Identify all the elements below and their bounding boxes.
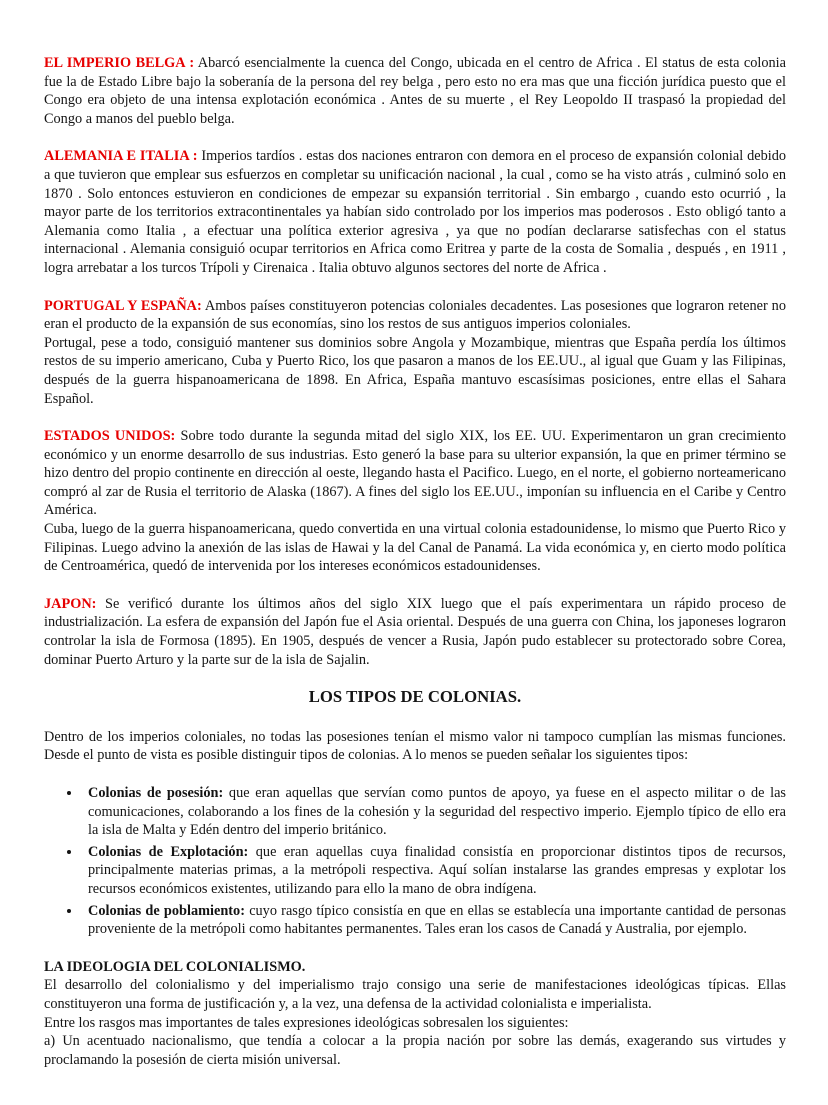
ideology-heading: LA IDEOLOGIA DEL COLONIALISMO. xyxy=(44,958,306,975)
section-portugal-espana xyxy=(44,297,786,334)
ideology-paragraph-3: a) Un acentuado nacionalismo, que tendía a colocar a la propia nación por sobre las demás, exagerando sus virtudes y proclamando la posesión de cierta misión universal. xyxy=(44,1033,786,1068)
list-item-colonias-explotacion xyxy=(82,843,786,899)
section-imperio-belga xyxy=(44,54,786,128)
bullet-lead-poblamiento: Colonias de poblamiento: xyxy=(88,902,245,919)
section-portugal-espana-continuation: Portugal, pese a todo, consiguió mantener sus dominios sobre Angola y Mozambique, mientras que España perdía los últimos restos de su imperio americano, Cuba y Puerto Rico, los que pasaron a manos de los EE.UU., al igual que Guam y las Filipinas, después de la guerra hispanoamericana de 1898. En Africa, España mantuvo escasísimas posiciones, entre ellas el Sahara Español. xyxy=(44,334,786,407)
bullet-text-posesion: que eran aquellas que servían como puntos de apoyo, ya fuese en el aspecto militar o de las comunicaciones, colaborando a los fines de la cohesión y la seguridad del respectivo imperio. Ejemplo típico de ello era la isla de Malta y Edén dentro del imperio británico. xyxy=(88,785,786,839)
bullet-text-explotacion: que eran aquellas cuya finalidad consistía en proporcionar distintos tipos de recursos, principalmente materias primas, a la metrópoli respectiva. Aquí solían instalarse las grandes empresas y explotar los recursos económicos existentes, utilizando para ello la mano de obra indígena. xyxy=(88,843,787,897)
section-alemania-italia xyxy=(44,147,786,277)
section-heading-portugal-espana: PORTUGAL Y ESPAÑA: xyxy=(44,297,202,314)
section-estados-unidos xyxy=(44,427,786,520)
types-intro-paragraph: Dentro de los imperios coloniales, no todas las posesiones tenían el mismo valor ni tampoco cumplían las mismas funciones. Desde el punto de vista es posible distinguir tipos de colonias. A lo menos se pueden señalar los siguientes tipos: xyxy=(44,728,786,764)
section-body-alemania-italia: Imperios tardíos . estas dos naciones entraron con demora en el proceso de expansión colonial debido a que tuvieron que emplear sus esfuerzos en completar su unificación nacional , la cual , como se ha visto atrás , culminó solo en 1870 . Solo entonces estuvieron en condiciones de empezar su expansión territorial . Sin embargo , cuando esto ocurrió , la mayor parte de los territorios extracontinentales ya habían sido controlado por los imperios mas poderosos . Esto obligó tanto a Alemania como Italia , a efectuar una política exterior agresiva , ya que no podían declararse satisfechas con el status internacional . Alemania consiguió ocupar territorios en Africa como Eritrea y parte de la costa de Somalia , después , en 1911 , logra arrebatar a los turcos Trípoli y Cirenaica . Italia obtuvo algunos sectores del norte de Africa . xyxy=(44,148,786,276)
section-heading-japon: JAPON: xyxy=(44,595,97,612)
section-body-portugal-espana: Ambos países constituyeron potencias coloniales decadentes. Las posesiones que lograron retener no eran el producto de la expansión de sus economías, sino los restos de sus antiguos imperios coloniales. xyxy=(44,297,786,333)
ideology-paragraph-2: Entre los rasgos mas importantes de tales expresiones ideológicas sobresalen los siguientes: xyxy=(44,1014,569,1031)
section-heading-alemania-italia: ALEMANIA E ITALIA : xyxy=(44,148,198,165)
section-body-imperio-belga: Abarcó esencialmente la cuenca del Congo, ubicada en el centro de Africa . El status de esta colonia fue la de Estado Libre bajo la soberanía de la persona del rey belga , pero esto no era mas que una ficción jurídica puesto que el Congo era objeto de una intensa explotación económica . Antes de su muerte , el Rey Leopoldo II traspasó la propiedad del Congo a manos del pueblo belga. xyxy=(44,55,787,127)
section-body-japon: Se verificó durante los últimos años del siglo XIX luego que el país experimentara un rápido proceso de industrialización. La esfera de expansión del Japón fue el Asia oriental. Después de una guerra con China, los japoneses lograron controlar la isla de Formosa (1895). En 1905, después de vencer a Rusia, Japón pudo establecer su protectorado sobre Corea, dominar Puerto Arturo y la parte sur de la isla de Sajalin. xyxy=(44,595,786,668)
section-body-estados-unidos: Sobre todo durante la segunda mitad del siglo XIX, los EE. UU. Experimentaron un gran crecimiento económico y un enorme desarrollo de sus industrias. Esto generó la base para su ulterior expansión, la que en primer término se hizo dentro del propio continente en dirección al oeste, llegando hasta el Pacifico. Luego, en el norte, el gobierno norteamericano compró al zar de Rusia el territorio de Alaska (1867). A fines del siglo los EE.UU., imponían su influencia en el Caribe y Centro América. xyxy=(44,428,786,519)
list-item-colonias-posesion xyxy=(82,784,786,840)
section-heading-imperio-belga: EL IMPERIO BELGA : xyxy=(44,55,195,71)
bullet-lead-posesion: Colonias de posesión: xyxy=(88,785,224,801)
types-of-colonies-heading: LOS TIPOS DE COLONIAS. xyxy=(308,687,522,707)
section-estados-unidos-continuation: Cuba, luego de la guerra hispanoamericana, quedo convertida en una virtual colonia estadounidense, lo mismo que Puerto Rico y Filipinas. Luego advino la anexión de las islas de Hawai y la del Canal de Panamá. La vida económica y, en cierto modo política de Centroamérica, quedó de intervenida por los intereses económicos estadounidenses. xyxy=(44,521,786,575)
colony-types-list xyxy=(44,784,786,939)
section-japon xyxy=(44,595,786,669)
bullet-lead-explotacion: Colonias de Explotación: xyxy=(88,843,249,860)
bullet-text-poblamiento: cuyo rasgo típico consistía en que en ellas se establecía una importante cantidad de personas proveniente de la metrópoli como habitantes permanentes. Tales eran los casos de Canadá y Australia, por ejemplo. xyxy=(88,902,787,938)
ideology-paragraph-1: El desarrollo del colonialismo y del imperialismo trajo consigo una serie de manifestaciones ideológicas típicas. Ellas constituyeron una forma de justificación y, a la vez, una defensa de la actividad colonialista e imperialista. xyxy=(44,977,786,1012)
section-heading-estados-unidos: ESTADOS UNIDOS: xyxy=(44,428,176,445)
list-item-colonias-poblamiento xyxy=(82,902,786,939)
